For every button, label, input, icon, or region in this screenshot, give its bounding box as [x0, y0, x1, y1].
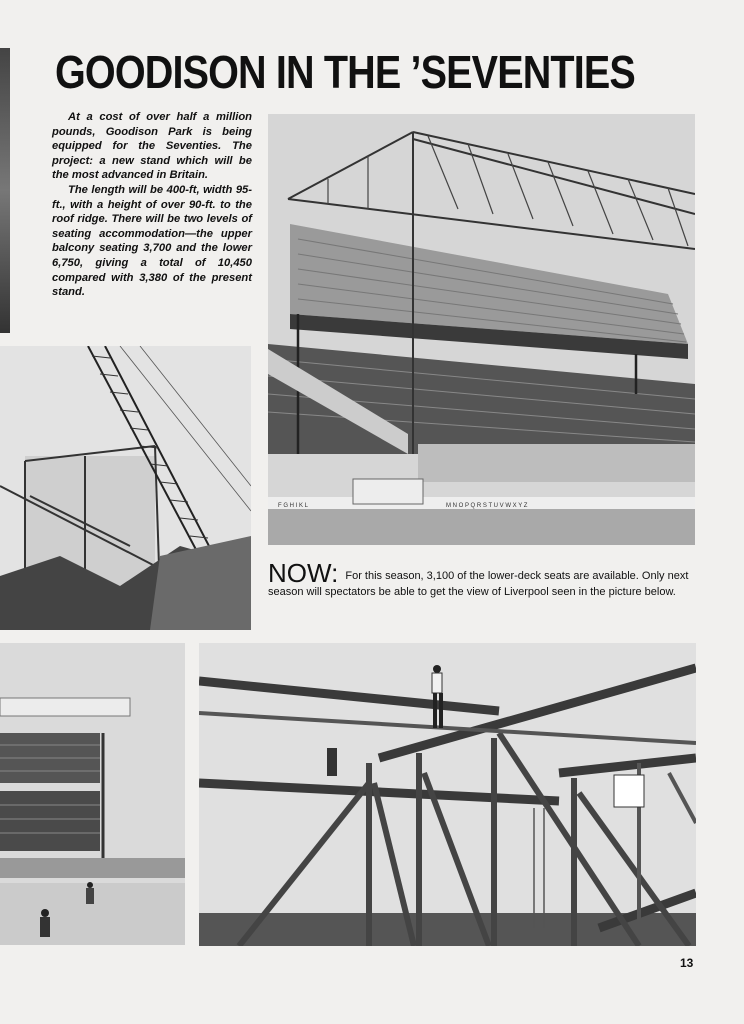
- intro-paragraph-1: At a cost of over half a million pounds, Goodison Park is being equipped for the Seventies. The project: a new stand which will be the most advanced in Britain.: [52, 111, 252, 182]
- intro-text: [52, 110, 252, 300]
- caption-text: For this season, 3,100 of the lower-deck seats are available. Only next season will spectators be able to get the view of Liverpool seen in the picture below.: [268, 570, 689, 598]
- page-number: 13: [680, 956, 694, 970]
- caption-lead: NOW:: [268, 558, 339, 588]
- stand-letters-right: M N O P Q R S T U V W X Y Z: [446, 503, 528, 509]
- crane-demolition-photo: [0, 346, 251, 630]
- photo-caption: [268, 558, 700, 600]
- adjacent-page-edge: [0, 48, 10, 333]
- page-title: GOODISON IN THE ’SEVENTIES: [55, 46, 635, 98]
- stadium-view-photo: [0, 643, 185, 945]
- stand-construction-photo: [268, 114, 695, 545]
- intro-paragraph-2: The length will be 400-ft, width 95-ft., with a height of over 90-ft. to the roof ridge. There will be two levels of seating accommodation—the upper balcony seating 3,700 and the lower 6,750, giving a total of 10,450 compared with 3,380 of the present stand.: [52, 183, 252, 299]
- steel-frame-photo: [199, 643, 696, 946]
- stand-letters-left: F G H I K L: [278, 503, 309, 509]
